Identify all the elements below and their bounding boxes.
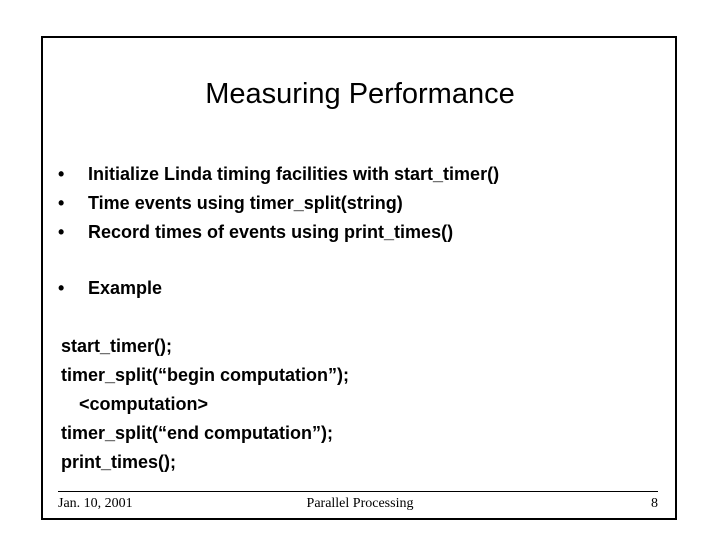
footer-date: Jan. 10, 2001 bbox=[58, 496, 133, 511]
bullet-dot-icon: • bbox=[58, 222, 65, 242]
code-line: <computation> bbox=[79, 394, 209, 414]
code-line: timer_split(“end computation”); bbox=[61, 423, 334, 443]
footer-divider bbox=[58, 491, 658, 492]
code-line: print_times(); bbox=[61, 452, 177, 472]
bullet-text: Record times of events using print_times() bbox=[88, 222, 454, 242]
bullet-dot-icon: • bbox=[58, 164, 65, 184]
bullet-text: Time events using timer_split(string) bbox=[88, 193, 403, 213]
bullet-item bbox=[58, 160, 499, 189]
footer-page-number: 8 bbox=[651, 496, 658, 511]
bullet-dot-icon: • bbox=[58, 278, 65, 298]
slide-title: Measuring Performance bbox=[205, 78, 515, 110]
bullet-list bbox=[58, 160, 499, 247]
code-line: timer_split(“begin computation”); bbox=[61, 365, 349, 385]
footer-course: Parallel Processing bbox=[306, 496, 414, 511]
code-block bbox=[61, 332, 349, 477]
bullet-item bbox=[58, 218, 499, 247]
bullet-item-example bbox=[58, 274, 162, 303]
example-list bbox=[58, 274, 162, 303]
bullet-text: Initialize Linda timing facilities with start_timer() bbox=[88, 164, 500, 184]
example-label: Example bbox=[88, 278, 163, 298]
bullet-item bbox=[58, 189, 499, 218]
code-line: start_timer(); bbox=[61, 336, 173, 356]
bullet-dot-icon: • bbox=[58, 193, 65, 213]
